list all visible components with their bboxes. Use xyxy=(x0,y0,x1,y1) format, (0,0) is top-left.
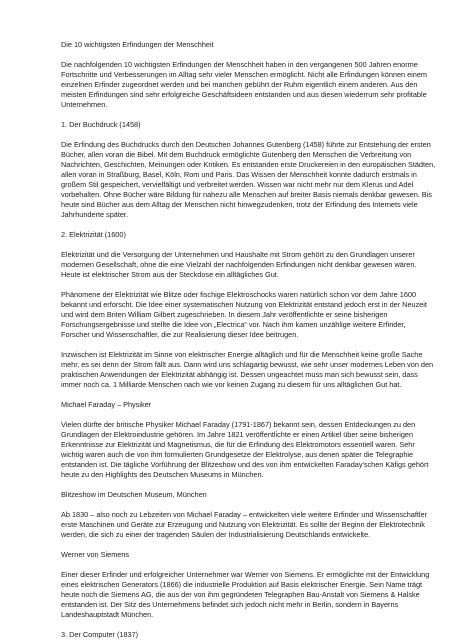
document-title: Die 10 wichtigsten Erfindungen der Menschheit xyxy=(61,40,214,49)
caption-blitzeshow: Blitzeshow im Deutschen Museum, München xyxy=(61,490,207,500)
section-heading-elektrizitaet: 2. Elektrizität (1600) xyxy=(61,230,126,240)
faraday-paragraph: Vielen dürfte der britische Physiker Michael Faraday (1791-1867) bekannt sein, dessen Entdeckungen zu den Grundlagen der Elektroindustrie gehören. Im Jahre 1821 veröffentlichte er einen Artikel über seine bisherigen Erkenntnisse zur Elektrizität und Magnetismus, die für die Erfindung des Elektromotors essentiell waren. Sehr wichtig waren auch die von ihm formulierten Grundgesetze der Elektrolyse, aus denen später die Telegraphie entstanden ist. Die tägliche Vorführung der Blitzeshow und des von ihm entwickelten Faraday'schen Käfigs gehört heute zu den Highlights des Deutschen Museums in München. xyxy=(61,419,429,480)
siemens-paragraph: Einer dieser Erfinder und erfolgreicher Unternehmer war Werner von Siemens. Er ermöglichte mit der Entwicklung eines elektrischen Generators (1866) die industrielle Produktion auf Basis elektrischer Energie. Sein Name trägt heute noch die Siemens AG, die aus der von ihm gegründeten Telegraphen Bau-Anstalt von Siemens & Halske entstanden ist. Der Sitz des Unternehmens befindet sich jedoch nicht mehr in Berlin, sondern in Bayerns Landeshauptstadt München. xyxy=(61,569,430,620)
buchdruck-paragraph: Die Erfindung des Buchdrucks durch den Deutschen Johannes Gutenberg (1458) führte zur Entstehung der ersten Bücher, allen voran die Bibel. Mit dem Buchdruck ermöglichte Gutenberg den Menschen die Verbreitung von Nachrichten, Geschichten, Meinungen oder Kritiken. Es entstanden erste Druckereien in den europäischen Städten, allen voran in Straßburg, Basel, Köln, Rom und Paris. Das Wissen der Menschheit konnte dadurch erstmals in großem Stil gespeichert, vervielfältigt und verbreitet werden. Wissen war nicht mehr nur dem Klerus und Adel vorbehalten. Ohne Bücher wäre Bildung für nahezu alle Menschen auf breiter Basis niemals denkbar gewesen. Bis heute sind Bücher aus dem Alltag der Menschen nicht hinwegzudenken, trotz der Erfindung des Internets viele Jahrhunderte später. xyxy=(61,139,436,220)
elektrotechnik-paragraph: Ab 1830 – also noch zu Lebzeiten von Michael Faraday – entwickelten viele weitere Erfinder und Wissenschaftler erste Maschinen und Geräte zur Erzeugung und Nutzung von Elektrizität. Es sollte der Beginn der Elektrotechnik werden, die sich zu einer der tragenden Säulen der Industrialisierung Deutschlands entwickelte. xyxy=(61,509,428,540)
elektrizitaet-paragraph-3: Inzwischen ist Elektrizität im Sinne von elektrischer Energie alltäglich und für die Menschheit keine große Sache mehr, es sei denn der Strom fällt aus. Dann wird uns schlagartig bewusst, wie sehr unser modernes Leben von den praktischen Anwendungen der Elektrizität abhängig ist. Dessen ungeachtet muss man sich bewusst sein, dass immer noch ca. 1 Milliarde Menschen nach wie vor keinen Zugang zu diesem für uns alltäglichen Gut hat. xyxy=(61,350,434,390)
elektrizitaet-paragraph-1: Elektrizität und die Versorgung der Unternehmen und Haushalte mit Strom gehört zu den Grundlagen unserer modernen Gesellschaft, ohne die eine Vielzahl der nachfolgenden Erfindungen nicht denkbar gewesen wären. Heute ist elektrischer Strom aus der Steckdose ein alltägliches Gut. xyxy=(61,249,417,280)
subheading-siemens: Werner von Siemens xyxy=(61,549,130,559)
section-heading-computer: 3. Der Computer (1837) xyxy=(61,629,139,639)
elektrizitaet-paragraph-2: Phänomene der Elektrizität wie Blitze oder fischige Elektroschocks waren natürlich schon vor dem Jahre 1600 bekannt und erforscht. Die Idee einer systematischen Nutzung von Elektrizität entstand jedoch erst in der Neuzeit und wird dem Briten William Gilbert zugeschrieben. In diesem Jahr veröffentlichte er seine bisherigen Forschungsergebnisse und stellte die Idee von „Electrica“ vor. Nach ihm kamen unzählige weitere Erfinder, Forscher und Wissenschaftler, die zur Realisierung dieser Idee beitrugen. xyxy=(61,289,427,340)
section-heading-buchdruck: 1. Der Buchdruck (1458) xyxy=(61,119,141,129)
subheading-faraday: Michael Faraday – Physiker xyxy=(61,400,152,410)
intro-paragraph: Die nachfolgenden 10 wichtigsten Erfindungen der Menschheit haben in den vergangenen 500 Jahren enorme Fortschritte und Verbesserungen im Alltag sehr vieler Menschen ermöglicht. Nicht alle Erfindungen können einem einzelnen Erfinder zugeordnet werden und bei manchen gebührt der Ruhm eigentlich einem anderen. Aus den meisten Erfindungen sind sehr erfolgreiche Geschäftsideen entstanden und aus diesen wiederrum sehr profitable Unternehmen. xyxy=(61,59,427,110)
